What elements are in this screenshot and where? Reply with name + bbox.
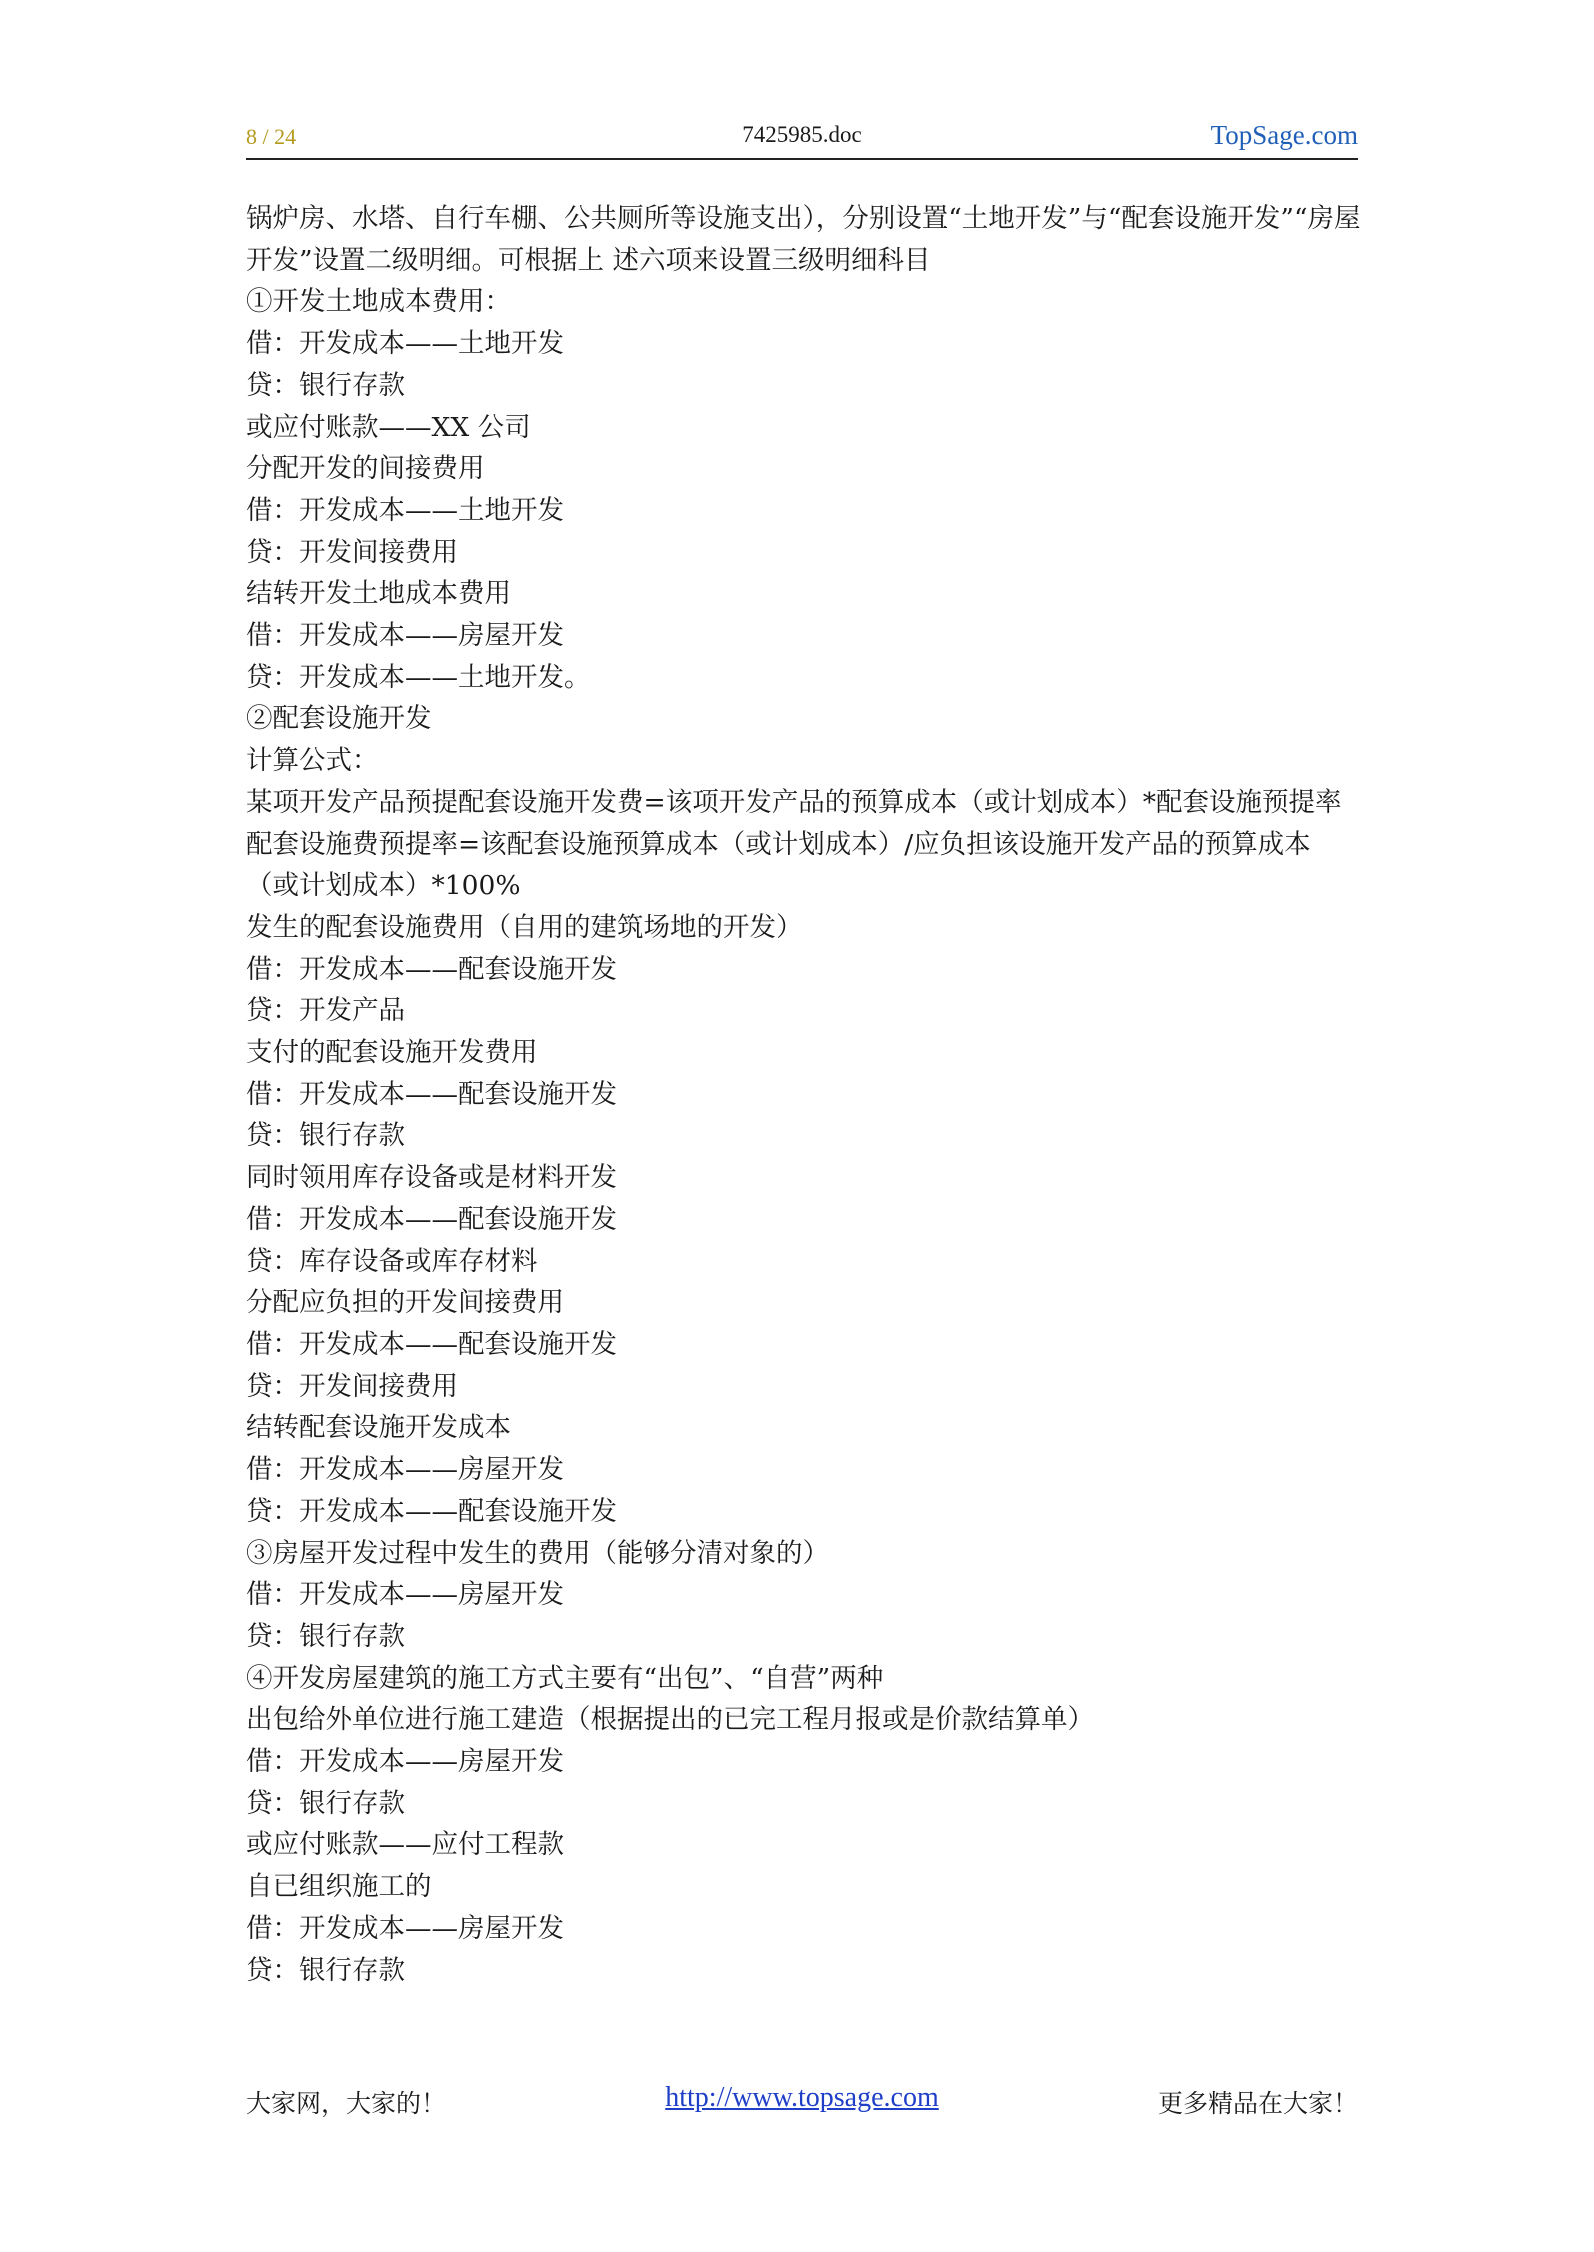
text-line: ④开发房屋建筑的施工方式主要有“出包”、“自营”两种 bbox=[246, 1662, 884, 1694]
footer-tagline: 更多精品在大家！ bbox=[1157, 2089, 1358, 2118]
footer-link[interactable]: http://www.topsage.com bbox=[665, 2082, 939, 2113]
text-line: 借：开发成本——配套设施开发 bbox=[246, 1328, 617, 1360]
text-line: 贷：库存设备或库存材料 bbox=[246, 1245, 538, 1277]
text-line: 贷：开发间接费用 bbox=[246, 536, 458, 568]
site-name: TopSage.com bbox=[1210, 120, 1358, 150]
text-line: 借：开发成本——配套设施开发 bbox=[246, 1203, 617, 1235]
text-line: 分配应负担的开发间接费用 bbox=[246, 1287, 564, 1319]
text-line: 贷：开发成本——土地开发。 bbox=[246, 661, 591, 693]
text-line: 借：开发成本——土地开发 bbox=[246, 328, 564, 360]
text-line: 借：开发成本——房屋开发 bbox=[246, 1746, 564, 1778]
page-header bbox=[246, 118, 1358, 160]
text-line: 借：开发成本——配套设施开发 bbox=[246, 953, 617, 985]
text-line: 锅炉房、水塔、自行车棚、公共厕所等设施支出），分别设置“土地开发”与“配套设施开发”“房屋开发”设置二级明细。可根据上 述六项来设置三级明细科目 bbox=[246, 203, 1361, 276]
text-line: ③房屋开发过程中发生的费用（能够分清对象的） bbox=[246, 1537, 829, 1569]
text-line: 或应付账款——XX 公司 bbox=[246, 411, 531, 443]
text-line: 贷：银行存款 bbox=[246, 1120, 405, 1152]
text-line: 贷：银行存款 bbox=[246, 369, 405, 401]
document-filename: 7425985.doc bbox=[742, 122, 862, 147]
text-line: 贷：银行存款 bbox=[246, 1954, 405, 1986]
footer-slogan: 大家网，大家的！ bbox=[246, 2089, 447, 2118]
text-line: ②配套设施开发 bbox=[246, 703, 432, 735]
text-line: 贷：银行存款 bbox=[246, 1620, 405, 1652]
text-line: 计算公式： bbox=[246, 745, 379, 777]
page-counter: 8 / 24 bbox=[246, 124, 297, 149]
text-line: ①开发土地成本费用： bbox=[246, 286, 511, 318]
text-line: 借：开发成本——房屋开发 bbox=[246, 1454, 564, 1486]
document-body bbox=[246, 198, 1361, 1991]
text-line: 贷：开发间接费用 bbox=[246, 1370, 458, 1402]
text-line: 自已组织施工的 bbox=[246, 1871, 432, 1903]
text-line: 分配开发的间接费用 bbox=[246, 453, 485, 485]
text-line: 贷：银行存款 bbox=[246, 1787, 405, 1819]
text-line: 支付的配套设施开发费用 bbox=[246, 1037, 538, 1069]
text-line: 结转配套设施开发成本 bbox=[246, 1412, 511, 1444]
text-line: 贷：开发产品 bbox=[246, 995, 405, 1027]
text-line: 贷：开发成本——配套设施开发 bbox=[246, 1495, 617, 1527]
text-line: 借：开发成本——房屋开发 bbox=[246, 620, 564, 652]
text-line: 借：开发成本——房屋开发 bbox=[246, 1579, 564, 1611]
text-line: 配套设施费预提率=该配套设施预算成本（或计划成本）/应负担该设施开发产品的预算成本（或计划成本）*100% bbox=[246, 828, 1311, 902]
text-line: 结转开发土地成本费用 bbox=[246, 578, 511, 610]
text-line: 发生的配套设施费用（自用的建筑场地的开发） bbox=[246, 911, 803, 943]
text-line: 出包给外单位进行施工建造（根据提出的已完工程月报或是价款结算单） bbox=[246, 1704, 1094, 1736]
text-line: 同时领用库存设备或是材料开发 bbox=[246, 1162, 617, 1194]
page-footer bbox=[246, 2084, 1358, 2124]
text-line: 或应付账款——应付工程款 bbox=[246, 1829, 564, 1861]
text-line: 借：开发成本——土地开发 bbox=[246, 494, 564, 526]
text-line: 借：开发成本——房屋开发 bbox=[246, 1912, 564, 1944]
text-line: 借：开发成本——配套设施开发 bbox=[246, 1078, 617, 1110]
text-line: 某项开发产品预提配套设施开发费=该项开发产品的预算成本（或计划成本）*配套设施预提率 bbox=[246, 786, 1342, 818]
